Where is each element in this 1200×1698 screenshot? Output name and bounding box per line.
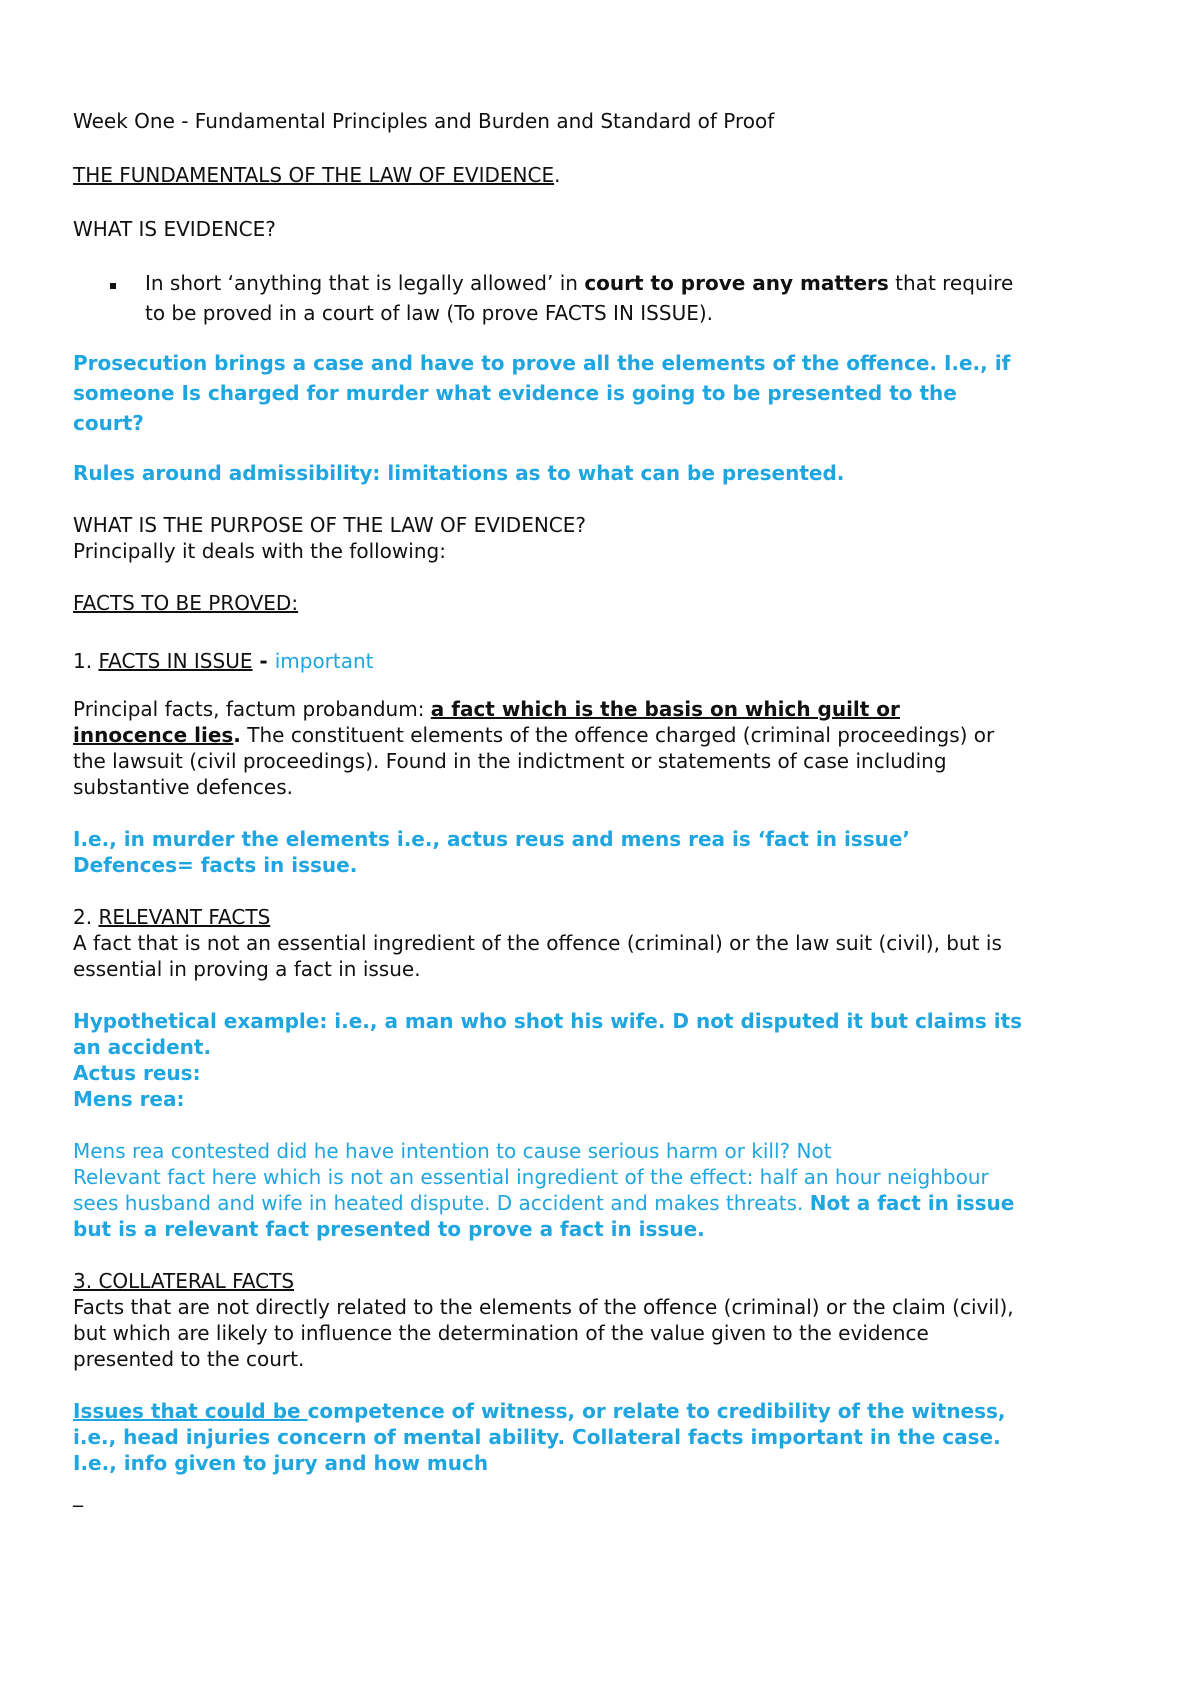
issues-line-2: i.e., head injuries concern of mental ability. Collateral facts important in the case. (73, 1425, 1001, 1449)
issues-a: Issues that could be (73, 1399, 308, 1423)
fii-dash: - (252, 649, 275, 673)
rf-number: 2. (73, 905, 99, 929)
principal-line-1 (73, 696, 900, 722)
principal-a: Principal facts, factum probandum: (73, 697, 431, 721)
principal-line-2 (73, 722, 994, 748)
principal-d: . (233, 723, 241, 747)
issues-line-1 (73, 1398, 1006, 1424)
principally-text: Principally it deals with the following: (73, 539, 446, 563)
fii-label: FACTS IN ISSUE (98, 649, 253, 673)
facts-to-be-proved-heading: FACTS TO BE PROVED: (73, 591, 299, 615)
square-bullet-icon (110, 283, 116, 289)
question-what-is-evidence: WHAT IS EVIDENCE? (73, 217, 276, 241)
bullet-text-bold: court to prove any matters (584, 271, 889, 295)
not-fact-in-issue: Not a fact in issue (809, 1191, 1015, 1215)
trailing-underscore: _ (73, 1483, 83, 1507)
question-purpose: WHAT IS THE PURPOSE OF THE LAW OF EVIDENCE? (73, 513, 587, 537)
relevant-facts-heading (73, 904, 270, 930)
mens-rea-line: Mens rea: (73, 1087, 185, 1111)
relevant-facts-line-1: A fact that is not an essential ingredient of the offence (criminal) or the law suit (civil), but is (73, 931, 1002, 955)
fii-number: 1. (73, 649, 99, 673)
principal-e: The constituent elements of the offence charged (criminal proceedings) or (240, 723, 995, 747)
fii-important: important (274, 649, 374, 673)
actus-reus-line: Actus reus: (73, 1061, 201, 1085)
relevant-here-line-1: Relevant fact here which is not an essential ingredient of the effect: half an hour neighbour (73, 1165, 989, 1189)
facts-in-issue-heading (73, 648, 374, 674)
heading-period: . (554, 163, 561, 187)
relevant-here-line-2 (73, 1190, 1014, 1216)
issues-b: competence of witness, or relate to credibility of the witness, (307, 1399, 1006, 1423)
section-heading-fundamentals (73, 162, 560, 188)
not-fact-line-2: but is a relevant fact presented to prove a fact in issue. (73, 1217, 705, 1241)
principal-line-4: substantive defences. (73, 775, 293, 799)
mens-rea-contested: Mens rea contested did he have intention to cause serious harm or kill? Not (73, 1139, 832, 1163)
defences-line: Defences= facts in issue. (73, 853, 358, 877)
ie-murder-line: I.e., in murder the elements i.e., actus reus and mens rea is ‘fact in issue’ (73, 827, 911, 851)
principal-line-3: the lawsuit (civil proceedings). Found in the indictment or statements of case including (73, 749, 947, 773)
bullet-text-c: that require (888, 271, 1014, 295)
prosecution-line-3: court? (73, 411, 144, 435)
collateral-line-3: presented to the court. (73, 1347, 305, 1371)
prosecution-line-2: someone Is charged for murder what evidence is going to be presented to the (73, 381, 957, 405)
bullet-line-2: to be proved in a court of law (To prove FACTS IN ISSUE). (145, 301, 713, 325)
document-title: Week One - Fundamental Principles and Burden and Standard of Proof (73, 109, 775, 133)
collateral-facts-heading: 3. COLLATERAL FACTS (73, 1269, 295, 1293)
bullet-text-a: In short ‘anything that is legally allowed’ in (145, 271, 585, 295)
prosecution-line-1: Prosecution brings a case and have to prove all the elements of the offence. I.e., if (73, 351, 1011, 375)
collateral-line-2: but which are likely to influence the determination of the value given to the evidence (73, 1321, 929, 1345)
principal-b: a fact which is the basis on which guilt or (430, 697, 900, 721)
hypothetical-line-2: an accident. (73, 1035, 212, 1059)
hypothetical-line-1: Hypothetical example: i.e., a man who shot his wife. D not disputed it but claims its (73, 1009, 1023, 1033)
bullet-line-1 (145, 270, 1013, 296)
rf-label: RELEVANT FACTS (98, 905, 271, 929)
relevant-facts-line-2: essential in proving a fact in issue. (73, 957, 421, 981)
rules-admissibility: Rules around admissibility: limitations as to what can be presented. (73, 461, 845, 485)
relevant-here-text: sees husband and wife in heated dispute. D accident and makes threats. (73, 1191, 810, 1215)
heading-fundamentals-text: THE FUNDAMENTALS OF THE LAW OF EVIDENCE (73, 163, 555, 187)
principal-c: innocence lies (73, 723, 234, 747)
issues-line-3: I.e., info given to jury and how much (73, 1451, 489, 1475)
collateral-line-1: Facts that are not directly related to the elements of the offence (criminal) or the claim (civil), (73, 1295, 1014, 1319)
